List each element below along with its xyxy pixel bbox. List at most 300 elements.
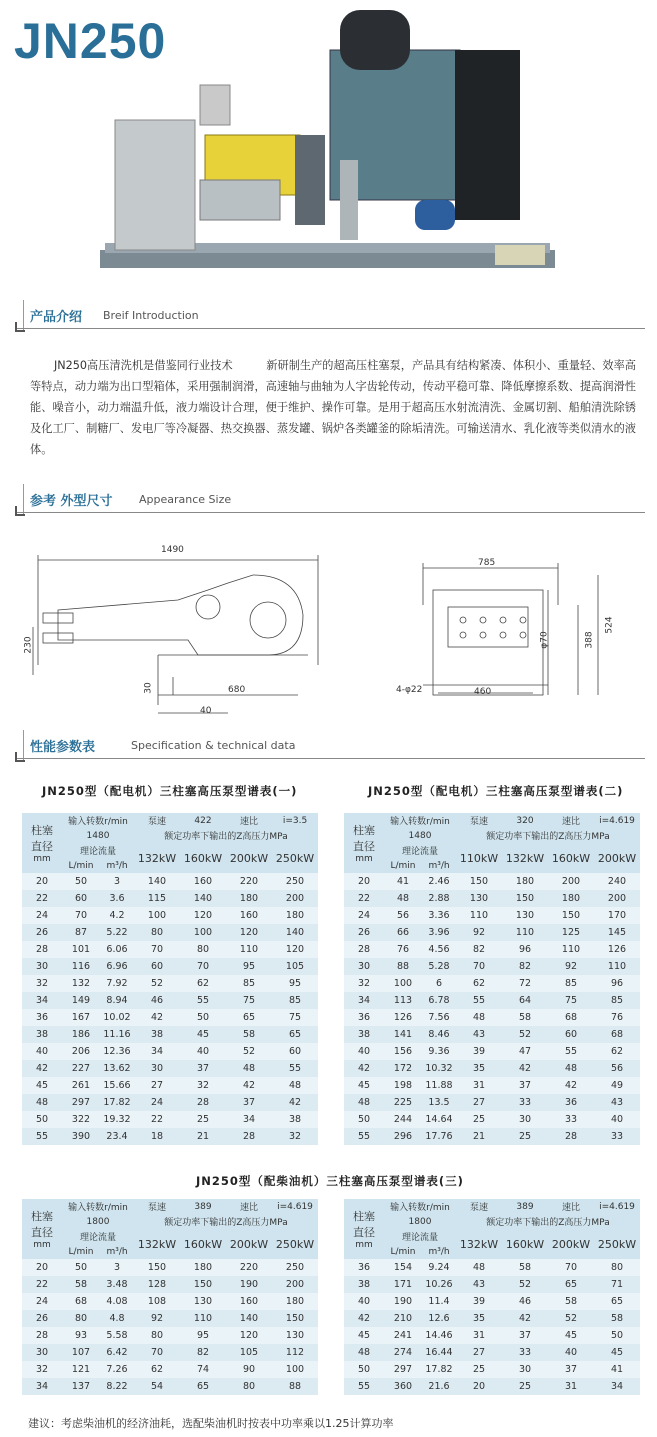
table-cell: 250 — [272, 873, 318, 890]
table-cell: 17.82 — [100, 1094, 134, 1111]
table-cell: 52 — [502, 1276, 548, 1293]
table-row — [22, 1077, 318, 1094]
table-row — [22, 958, 318, 975]
table-cell: 100 — [272, 1361, 318, 1378]
table-cell: 48 — [226, 1060, 272, 1077]
table-cell: 50 — [62, 873, 100, 890]
table-2-title: JN250型（配电机）三柱塞高压泵型谱表(二) — [368, 784, 624, 798]
table-cell: 12.6 — [422, 1310, 456, 1327]
plunger-diameter-unit: mm — [355, 854, 373, 864]
table-cell: 140 — [180, 890, 226, 907]
table-cell: 206 — [62, 1043, 100, 1060]
section-intro-subtitle: Breif Introduction — [103, 309, 199, 322]
table-cell: 80 — [594, 1259, 640, 1276]
table-cell: 46 — [502, 1293, 548, 1310]
table-row — [22, 1344, 318, 1361]
table-cell: 38 — [344, 1276, 384, 1293]
flow-unit-lmin: L/min — [384, 858, 422, 873]
table-cell: 32 — [272, 1128, 318, 1145]
table-cell: 180 — [226, 890, 272, 907]
table-cell: 37 — [502, 1327, 548, 1344]
table-cell: 171 — [384, 1276, 422, 1293]
table-cell: 40 — [344, 1293, 384, 1310]
table-cell: 3 — [100, 873, 134, 890]
pump-speed-label: 泵速 — [456, 813, 502, 828]
plunger-diameter-unit: mm — [33, 854, 51, 864]
plunger-diameter-unit: mm — [355, 1240, 373, 1250]
rated-pressure-label: 额定功率下输出的Z高压力MPa — [134, 828, 318, 843]
table-cell: 76 — [594, 1009, 640, 1026]
diesel-note: 建议：考虑柴油机的经济油耗，选配柴油机时按表中功率乘以1.25计算功率 — [28, 1417, 394, 1430]
table-row — [22, 1060, 318, 1077]
table-cell: 46 — [134, 992, 180, 1009]
table-3-title: JN250型（配柴油机）三柱塞高压泵型谱表(三) — [196, 1174, 464, 1188]
pump-speed-value: 422 — [180, 813, 226, 828]
table-row — [344, 924, 640, 941]
flow-unit-m3h: m³/h — [422, 1244, 456, 1259]
power-header: 160kW — [502, 1229, 548, 1259]
table-cell: 180 — [502, 873, 548, 890]
table-cell: 25 — [456, 1111, 502, 1128]
dim-30: 30 — [143, 682, 154, 694]
table-cell: 296 — [384, 1128, 422, 1145]
plunger-diameter-unit: mm — [33, 1240, 51, 1250]
table-cell: 87 — [62, 924, 100, 941]
plunger-diameter-header — [22, 1199, 62, 1259]
table-cell: 37 — [226, 1094, 272, 1111]
table-cell: 80 — [134, 1327, 180, 1344]
table-cell: 220 — [226, 873, 272, 890]
table-cell: 110 — [502, 924, 548, 941]
table-cell: 70 — [548, 1259, 594, 1276]
table-cell: 200 — [272, 890, 318, 907]
product-photo — [100, 5, 560, 295]
section-intro-header — [15, 300, 645, 334]
table-cell: 180 — [272, 1293, 318, 1310]
table-row — [22, 1259, 318, 1276]
table-cell: 32 — [22, 1361, 62, 1378]
table-cell: 42 — [344, 1060, 384, 1077]
table-cell: 6.78 — [422, 992, 456, 1009]
plunger-diameter-label: 柱塞直径 — [353, 824, 375, 853]
table-cell: 96 — [594, 975, 640, 992]
table-cell: 26 — [344, 924, 384, 941]
table-cell: 48 — [456, 1259, 502, 1276]
input-rpm-value: 1480 — [62, 828, 134, 843]
table-cell: 48 — [456, 1009, 502, 1026]
table-cell: 150 — [134, 1259, 180, 1276]
table-cell: 34 — [344, 992, 384, 1009]
table-cell: 48 — [384, 890, 422, 907]
table-cell: 128 — [134, 1276, 180, 1293]
table-row — [344, 1327, 640, 1344]
table-row — [344, 1128, 640, 1145]
table-row — [344, 1344, 640, 1361]
table-cell: 186 — [62, 1026, 100, 1043]
table-row — [344, 941, 640, 958]
table-row — [344, 1378, 640, 1395]
table-cell: 65 — [548, 1276, 594, 1293]
table-cell: 38 — [134, 1026, 180, 1043]
table-cell: 15.66 — [100, 1077, 134, 1094]
pump-speed-value: 389 — [180, 1199, 226, 1214]
table-cell: 34 — [22, 1378, 62, 1395]
table-cell: 5.58 — [100, 1327, 134, 1344]
table-cell: 37 — [548, 1361, 594, 1378]
rated-pressure-label: 额定功率下输出的Z高压力MPa — [134, 1214, 318, 1229]
table-cell: 145 — [594, 924, 640, 941]
table-cell: 45 — [344, 1077, 384, 1094]
table-cell: 5.22 — [100, 924, 134, 941]
ratio-value: i=4.619 — [594, 813, 640, 828]
spec-table-1 — [22, 813, 318, 1145]
table-cell: 6 — [422, 975, 456, 992]
table-cell: 42 — [548, 1077, 594, 1094]
table-cell: 140 — [134, 873, 180, 890]
table-cell: 82 — [502, 958, 548, 975]
table-cell: 22 — [134, 1111, 180, 1128]
table-row — [344, 992, 640, 1009]
theoretical-flow-label: 理论流量 — [384, 1229, 456, 1244]
table-cell: 55 — [272, 1060, 318, 1077]
power-header: 200kW — [594, 843, 640, 873]
table-row — [344, 1293, 640, 1310]
table-cell: 48 — [344, 1094, 384, 1111]
ratio-label: 速比 — [548, 1199, 594, 1214]
flow-unit-lmin: L/min — [62, 858, 100, 873]
model-title: JN250 — [14, 13, 167, 69]
table-cell: 126 — [594, 941, 640, 958]
table-cell: 70 — [134, 941, 180, 958]
table-cell: 96 — [502, 941, 548, 958]
table-cell: 40 — [344, 1043, 384, 1060]
table-cell: 113 — [384, 992, 422, 1009]
table-row — [22, 1128, 318, 1145]
table-cell: 85 — [594, 992, 640, 1009]
table-cell: 62 — [594, 1043, 640, 1060]
table-cell: 92 — [548, 958, 594, 975]
pump-speed-label: 泵速 — [456, 1199, 502, 1214]
table-cell: 35 — [456, 1310, 502, 1327]
dim-680: 680 — [228, 685, 246, 695]
table-row — [22, 1293, 318, 1310]
table-cell: 26 — [22, 1310, 62, 1327]
table-cell: 75 — [272, 1009, 318, 1026]
table-cell: 9.24 — [422, 1259, 456, 1276]
power-header: 200kW — [548, 1229, 594, 1259]
table-cell: 24 — [22, 907, 62, 924]
dim-524: 524 — [604, 616, 615, 634]
theoretical-flow-label: 理论流量 — [384, 843, 456, 858]
flow-unit-m3h: m³/h — [100, 858, 134, 873]
table-row — [344, 1259, 640, 1276]
plunger-diameter-label: 柱塞直径 — [353, 1210, 375, 1239]
table-cell: 14.64 — [422, 1111, 456, 1128]
table-cell: 200 — [594, 890, 640, 907]
table-cell: 38 — [22, 1026, 62, 1043]
table-cell: 19.32 — [100, 1111, 134, 1128]
table-cell: 225 — [384, 1094, 422, 1111]
table-cell: 71 — [594, 1276, 640, 1293]
table-cell: 95 — [226, 958, 272, 975]
table-cell: 130 — [502, 907, 548, 924]
table-cell: 50 — [62, 1259, 100, 1276]
table-cell: 11.88 — [422, 1077, 456, 1094]
power-header: 132kW — [134, 1229, 180, 1259]
table-cell: 7.26 — [100, 1361, 134, 1378]
table-cell: 85 — [272, 992, 318, 1009]
table-cell: 58 — [548, 1293, 594, 1310]
table-cell: 150 — [548, 907, 594, 924]
table-cell: 125 — [548, 924, 594, 941]
power-header: 132kW — [134, 843, 180, 873]
table-cell: 45 — [548, 1327, 594, 1344]
table-row — [344, 1043, 640, 1060]
table-cell: 8.94 — [100, 992, 134, 1009]
table-cell: 12.36 — [100, 1043, 134, 1060]
power-header: 160kW — [180, 1229, 226, 1259]
spec-table-3 — [22, 1199, 318, 1395]
table-cell: 120 — [226, 924, 272, 941]
table-cell: 274 — [384, 1344, 422, 1361]
table-cell: 56 — [384, 907, 422, 924]
table-cell: 31 — [548, 1378, 594, 1395]
table-cell: 21 — [180, 1128, 226, 1145]
table-cell: 82 — [180, 1344, 226, 1361]
table-cell: 60 — [134, 958, 180, 975]
table-cell: 150 — [502, 890, 548, 907]
table-cell: 6.96 — [100, 958, 134, 975]
table-cell: 180 — [180, 1259, 226, 1276]
table-cell: 172 — [384, 1060, 422, 1077]
pump-speed-label: 泵速 — [134, 813, 180, 828]
table-cell: 227 — [62, 1060, 100, 1077]
power-header: 160kW — [180, 843, 226, 873]
table-cell: 33 — [502, 1344, 548, 1361]
table-cell: 160 — [180, 873, 226, 890]
table-row — [22, 1361, 318, 1378]
table-cell: 3.96 — [422, 924, 456, 941]
table-cell: 56 — [594, 1060, 640, 1077]
table-cell: 33 — [548, 1111, 594, 1128]
table-cell: 17.76 — [422, 1128, 456, 1145]
table-cell: 32 — [344, 975, 384, 992]
table-cell: 28 — [548, 1128, 594, 1145]
table-cell: 6.06 — [100, 941, 134, 958]
flow-unit-m3h: m³/h — [100, 1244, 134, 1259]
table-cell: 2.46 — [422, 873, 456, 890]
table-row — [22, 941, 318, 958]
table-cell: 20 — [456, 1378, 502, 1395]
table-cell: 150 — [272, 1310, 318, 1327]
table-cell: 160 — [226, 907, 272, 924]
table-cell: 70 — [180, 958, 226, 975]
table-cell: 40 — [22, 1043, 62, 1060]
table-cell: 18 — [134, 1128, 180, 1145]
table-cell: 32 — [180, 1077, 226, 1094]
table-cell: 45 — [344, 1327, 384, 1344]
table-row — [344, 1094, 640, 1111]
table-cell: 130 — [180, 1293, 226, 1310]
table-row — [344, 975, 640, 992]
table-cell: 13.5 — [422, 1094, 456, 1111]
section-spec-subtitle: Specification & technical data — [131, 739, 296, 752]
plunger-diameter-header — [344, 813, 384, 873]
spec-table-4 — [344, 1199, 640, 1395]
dim-388: 388 — [584, 631, 595, 649]
table-cell: 140 — [226, 1310, 272, 1327]
table-cell: 85 — [548, 975, 594, 992]
table-cell: 110 — [226, 941, 272, 958]
table-cell: 50 — [594, 1327, 640, 1344]
table-cell: 141 — [384, 1026, 422, 1043]
input-speed-label: 输入转数r/min — [384, 1199, 456, 1214]
dim-4phi22: 4-φ22 — [396, 685, 423, 695]
input-rpm-value: 1800 — [62, 1214, 134, 1229]
table-cell: 108 — [134, 1293, 180, 1310]
table-row — [22, 1378, 318, 1395]
table-cell: 60 — [548, 1026, 594, 1043]
table-row — [22, 1026, 318, 1043]
table-cell: 34 — [22, 992, 62, 1009]
table-cell: 36 — [22, 1009, 62, 1026]
table-cell: 58 — [226, 1026, 272, 1043]
table-cell: 36 — [344, 1009, 384, 1026]
table-cell: 34 — [134, 1043, 180, 1060]
input-rpm-value: 1480 — [384, 828, 456, 843]
table-cell: 88 — [272, 1378, 318, 1395]
input-speed-label: 输入转数r/min — [384, 813, 456, 828]
table-cell: 42 — [502, 1310, 548, 1327]
table-cell: 120 — [272, 941, 318, 958]
table-cell: 107 — [62, 1344, 100, 1361]
table-cell: 150 — [456, 873, 502, 890]
table-cell: 48 — [272, 1077, 318, 1094]
input-speed-label: 输入转数r/min — [62, 1199, 134, 1214]
table-cell: 58 — [502, 1009, 548, 1026]
table-cell: 85 — [226, 975, 272, 992]
table-cell: 23.4 — [100, 1128, 134, 1145]
table-cell: 10.26 — [422, 1276, 456, 1293]
table-cell: 30 — [22, 958, 62, 975]
table-cell: 74 — [180, 1361, 226, 1378]
table-cell: 137 — [62, 1378, 100, 1395]
plunger-diameter-header — [22, 813, 62, 873]
table-cell: 25 — [456, 1361, 502, 1378]
table-cell: 27 — [134, 1077, 180, 1094]
table-row — [22, 992, 318, 1009]
table-row — [22, 1327, 318, 1344]
table-cell: 110 — [180, 1310, 226, 1327]
pump-speed-label: 泵速 — [134, 1199, 180, 1214]
table-cell: 70 — [134, 1344, 180, 1361]
table-cell: 160 — [226, 1293, 272, 1310]
table-cell: 55 — [344, 1128, 384, 1145]
table-cell: 27 — [456, 1094, 502, 1111]
table-cell: 41 — [594, 1361, 640, 1378]
table-row — [344, 1009, 640, 1026]
table-cell: 25 — [502, 1378, 548, 1395]
table-1-title: JN250型（配电机）三柱塞高压泵型谱表(一) — [42, 784, 298, 798]
table-cell: 20 — [22, 873, 62, 890]
table-cell: 37 — [502, 1077, 548, 1094]
table-row — [344, 873, 640, 890]
table-cell: 21 — [456, 1128, 502, 1145]
table-cell: 33 — [502, 1094, 548, 1111]
dim-230: 230 — [23, 636, 34, 654]
table-cell: 115 — [134, 890, 180, 907]
table-cell: 244 — [384, 1111, 422, 1128]
table-cell: 80 — [180, 941, 226, 958]
table-cell: 21.6 — [422, 1378, 456, 1395]
table-cell: 52 — [134, 975, 180, 992]
dim-785: 785 — [478, 558, 496, 568]
input-speed-label: 输入转数r/min — [62, 813, 134, 828]
table-cell: 38 — [344, 1026, 384, 1043]
section-spec-header — [15, 730, 645, 764]
table-cell: 48 — [344, 1344, 384, 1361]
power-header: 110kW — [456, 843, 502, 873]
theoretical-flow-label: 理论流量 — [62, 843, 134, 858]
table-cell: 95 — [180, 1327, 226, 1344]
table-cell: 30 — [134, 1060, 180, 1077]
table-cell: 32 — [22, 975, 62, 992]
table-cell: 167 — [62, 1009, 100, 1026]
table-row — [344, 1077, 640, 1094]
table-cell: 8.22 — [100, 1378, 134, 1395]
table-cell: 22 — [22, 890, 62, 907]
table-cell: 7.56 — [422, 1009, 456, 1026]
table-cell: 50 — [22, 1111, 62, 1128]
table-cell: 75 — [226, 992, 272, 1009]
theoretical-flow-label: 理论流量 — [62, 1229, 134, 1244]
table-cell: 149 — [62, 992, 100, 1009]
table-cell: 2.88 — [422, 890, 456, 907]
table-row — [22, 924, 318, 941]
table-cell: 100 — [384, 975, 422, 992]
rated-pressure-label: 额定功率下输出的Z高压力MPa — [456, 1214, 640, 1229]
power-header: 200kW — [226, 843, 272, 873]
table-cell: 154 — [384, 1259, 422, 1276]
table-row — [344, 1276, 640, 1293]
table-cell: 60 — [62, 890, 100, 907]
table-cell: 25 — [502, 1128, 548, 1145]
table-row — [22, 1043, 318, 1060]
table-cell: 54 — [134, 1378, 180, 1395]
table-cell: 190 — [226, 1276, 272, 1293]
table-cell: 62 — [180, 975, 226, 992]
table-cell: 25 — [180, 1111, 226, 1128]
table-cell: 92 — [134, 1310, 180, 1327]
table-cell: 43 — [594, 1094, 640, 1111]
table-cell: 26 — [22, 924, 62, 941]
table-cell: 58 — [502, 1259, 548, 1276]
section-size-title: 参考 外型尺寸 — [30, 494, 113, 509]
table-cell: 58 — [594, 1310, 640, 1327]
table-cell: 30 — [502, 1111, 548, 1128]
table-cell: 20 — [344, 873, 384, 890]
table-cell: 41 — [384, 873, 422, 890]
table-cell: 20 — [22, 1259, 62, 1276]
table-cell: 22 — [22, 1276, 62, 1293]
table-cell: 40 — [180, 1043, 226, 1060]
table-cell: 33 — [594, 1128, 640, 1145]
table-cell: 3 — [100, 1259, 134, 1276]
table-cell: 92 — [456, 924, 502, 941]
table-cell: 200 — [272, 1276, 318, 1293]
table-cell: 68 — [548, 1009, 594, 1026]
table-row — [22, 1094, 318, 1111]
